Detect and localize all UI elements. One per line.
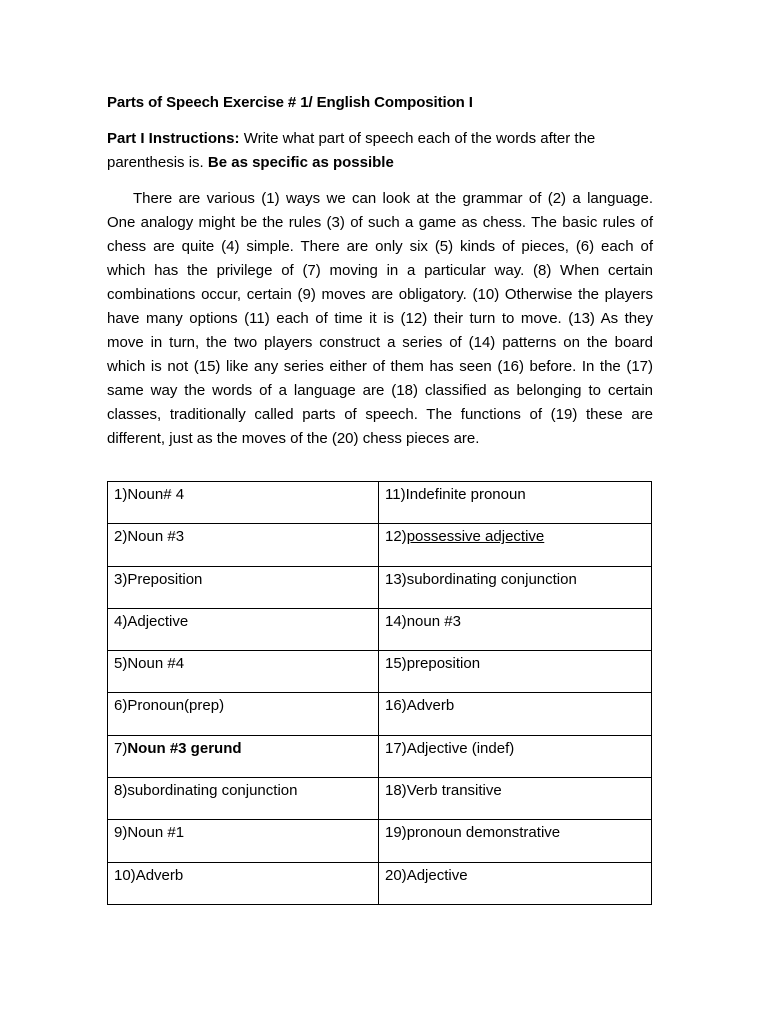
answer-number: 19) <box>385 824 407 842</box>
answer-cell <box>379 608 652 650</box>
answer-cell <box>108 482 379 524</box>
answer-text: Noun #1 <box>127 824 185 842</box>
exercise-passage: There are various (1) ways we can look at the grammar of (2) a language. One analogy might be the rules (3) of such a game as chess. The basic rules of chess are quite (4) simple. There are only six (5) kinds of pieces, (6) each of which has the privilege of (7) moving in a particular way. (8) When certain combinations occur, certain (9) moves are obligatory. (10) Otherwise the players have many options (11) each of time it is (12) their turn to move. (13) As they move in turn, the two players construct a series of (14) patterns on the board which is not (15) like any series either of them has seen (16) before. In the (17) same way the words of a language are (18) classified as belonging to certain classes, traditionally called parts of speech. The functions of (19) these are different, just as the moves of the (20) chess pieces are. <box>107 190 653 447</box>
instructions-emphasis: Be as specific as possible <box>207 154 394 171</box>
answer-text: Verb transitive <box>406 782 502 800</box>
answer-number: 6) <box>114 697 128 715</box>
answer-number: 8) <box>114 782 128 800</box>
answer-text: Noun# 4 <box>127 486 185 503</box>
answer-number: 16) <box>385 697 407 715</box>
answer-number: 1) <box>114 486 128 503</box>
table-row <box>108 566 652 608</box>
table-row <box>108 608 652 650</box>
answer-number: 9) <box>114 824 128 842</box>
table-row <box>108 735 652 777</box>
table-row <box>108 651 652 693</box>
answer-text: Preposition <box>127 570 203 588</box>
answer-text: Noun #4 <box>127 655 185 673</box>
answer-text: Pronoun(prep) <box>127 697 225 715</box>
answer-number: 17) <box>385 739 407 757</box>
instructions-text: Write what part of speech each of the words after the parenthesis is. <box>107 130 596 171</box>
answer-text: Adjective <box>127 612 189 630</box>
answer-number: 11) <box>385 486 406 503</box>
answer-number: 18) <box>385 782 407 800</box>
answer-cell <box>108 524 379 566</box>
answer-text-underlined: possessive adjective <box>406 528 545 546</box>
answer-cell <box>108 778 379 820</box>
table-row <box>108 482 652 524</box>
answer-number: 20) <box>385 866 407 884</box>
answers-table <box>107 481 652 905</box>
answer-number: 15) <box>385 655 407 673</box>
table-row <box>108 524 652 566</box>
answer-cell <box>379 820 652 862</box>
answer-cell <box>379 778 652 820</box>
answer-text: Adverb <box>406 697 455 715</box>
answer-number: 3) <box>114 570 128 588</box>
answer-cell <box>108 693 379 735</box>
document-title: Parts of Speech Exercise # 1/ English Composition I <box>107 94 473 111</box>
answer-cell <box>379 566 652 608</box>
answer-cell <box>108 566 379 608</box>
answer-text: subordinating conjunction <box>406 570 577 588</box>
answer-cell <box>379 693 652 735</box>
answer-text: subordinating conjunction <box>127 782 298 800</box>
answer-cell <box>108 651 379 693</box>
answer-cell <box>108 820 379 862</box>
document-page <box>107 93 653 451</box>
answer-text: preposition <box>406 655 481 673</box>
table-row <box>108 693 652 735</box>
answer-number: 4) <box>114 612 128 630</box>
answer-number: 12) <box>385 528 407 546</box>
answer-cell <box>379 524 652 566</box>
answer-cell <box>108 608 379 650</box>
instructions-label: Part I Instructions: <box>107 130 240 147</box>
answer-number: 7) <box>114 739 128 757</box>
answer-cell <box>379 482 652 524</box>
answer-number: 14) <box>385 612 407 630</box>
answer-number: 10) <box>114 866 136 884</box>
answer-cell <box>379 735 652 777</box>
instructions-paragraph <box>107 127 653 175</box>
answer-number: 13) <box>385 570 407 588</box>
answer-cell <box>379 862 652 904</box>
answer-text: noun #3 <box>406 612 461 630</box>
answer-cell <box>379 651 652 693</box>
answer-text: Adjective <box>406 866 468 884</box>
answer-text: Adjective (indef) <box>406 739 515 757</box>
answer-cell <box>108 862 379 904</box>
table-row <box>108 862 652 904</box>
answer-text: Noun #3 <box>127 528 185 546</box>
table-row <box>108 778 652 820</box>
answer-number: 5) <box>114 655 128 673</box>
answer-number: 2) <box>114 528 128 546</box>
answer-text: Indefinite pronoun <box>405 486 526 503</box>
answer-text: pronoun demonstrative <box>406 824 561 842</box>
answer-cell <box>108 735 379 777</box>
answer-text-bold: Noun #3 gerund <box>127 739 242 757</box>
table-row <box>108 820 652 862</box>
answer-text: Adverb <box>135 866 184 884</box>
